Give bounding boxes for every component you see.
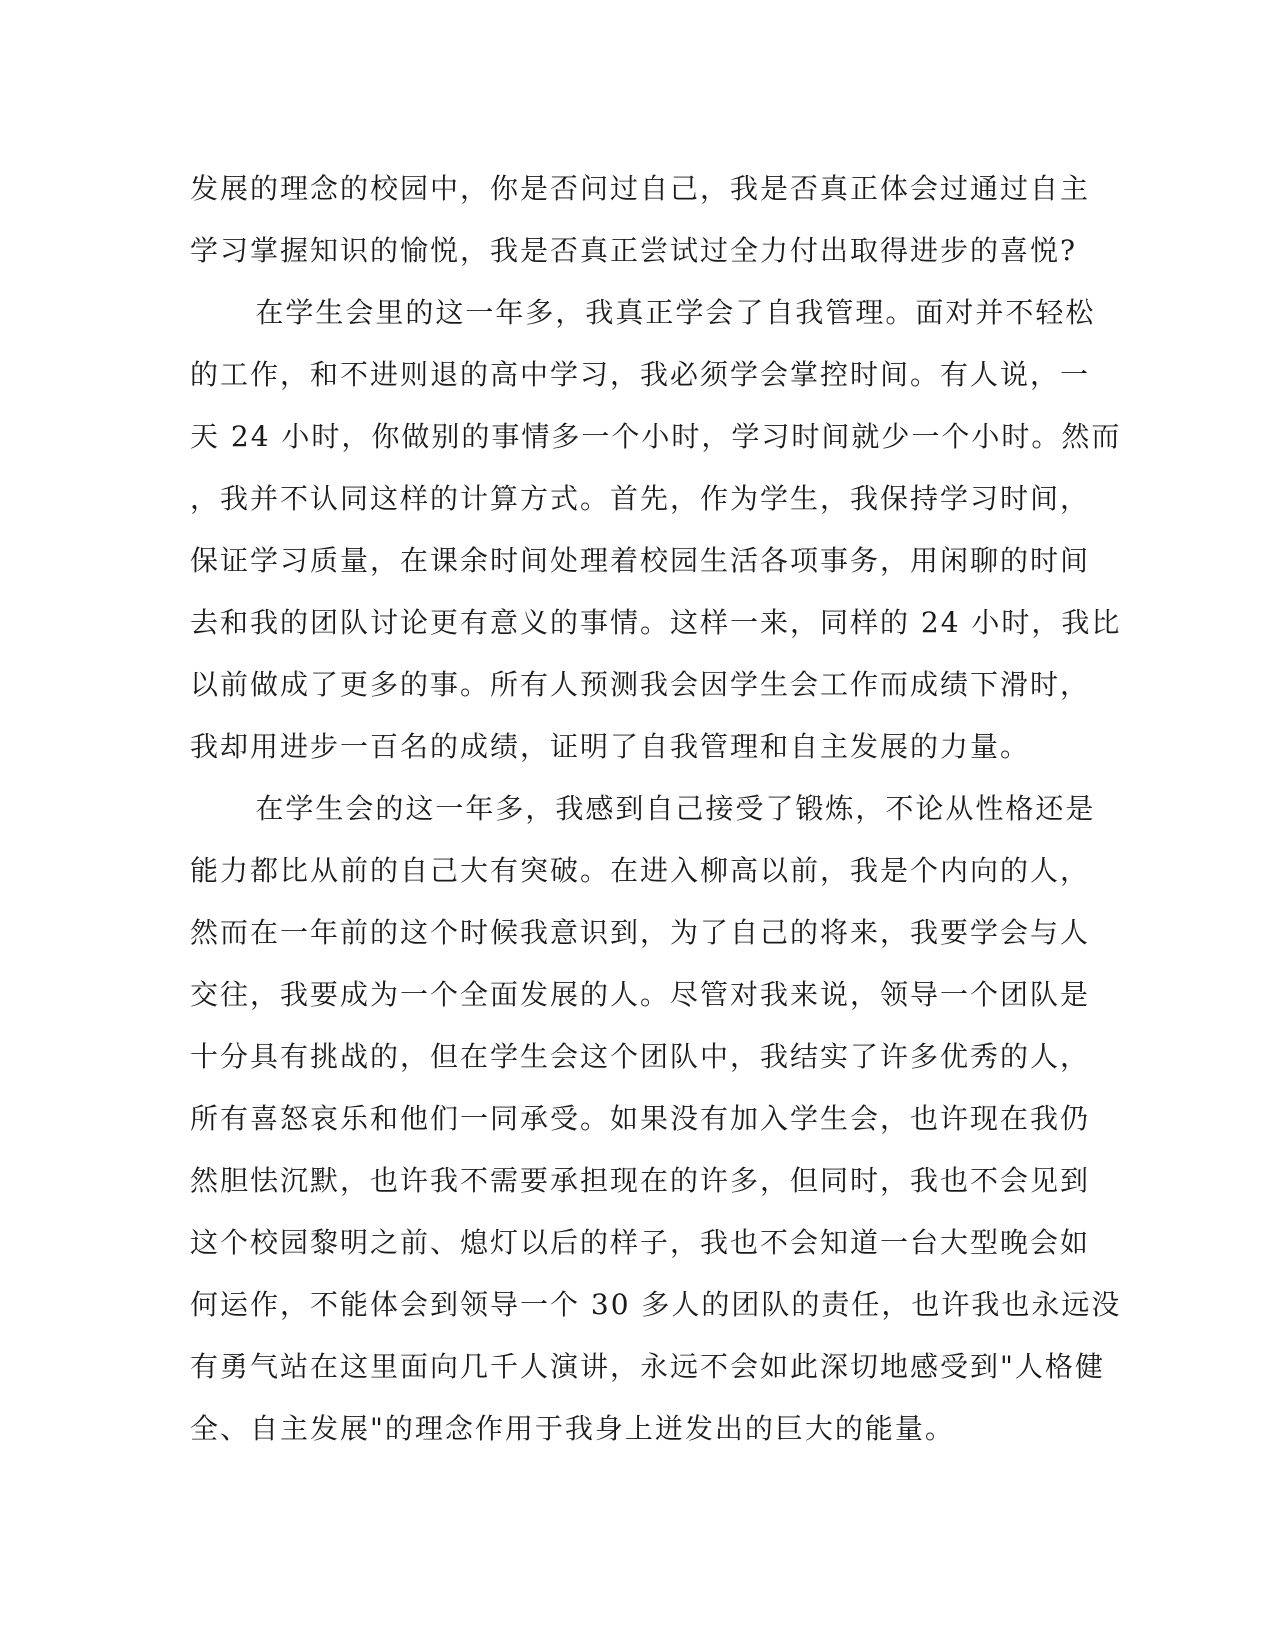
paragraph-3 bbox=[190, 778, 1122, 1460]
text-line: ，我并不认同这样的计算方式。首先，作为学生，我保持学习时间， bbox=[190, 482, 1091, 515]
paragraph-2 bbox=[190, 282, 1122, 778]
text-line: 天 24 小时，你做别的事情多一个小时，学习时间就少一个小时。然而 bbox=[190, 420, 1122, 453]
text-line: 去和我的团队讨论更有意义的事情。这样一来，同样的 24 小时，我比 bbox=[190, 606, 1122, 639]
text-line: 在学生会里的这一年多，我真正学会了自我管理。面对并不轻松 bbox=[190, 296, 1096, 329]
text-line: 以前做成了更多的事。所有人预测我会因学生会工作而成绩下滑时， bbox=[190, 668, 1091, 701]
document-body bbox=[190, 158, 1122, 1460]
text-line: 所有喜怒哀乐和他们一同承受。如果没有加入学生会，也许现在我仍 bbox=[190, 1102, 1091, 1135]
text-line: 保证学习质量，在课余时间处理着校园生活各项事务，用闲聊的时间 bbox=[190, 544, 1091, 577]
paragraph-1 bbox=[190, 158, 1090, 282]
text-line: 的工作，和不进则退的高中学习，我必须学会掌控时间。有人说，一 bbox=[190, 358, 1091, 391]
text-line: 这个校园黎明之前、熄灯以后的样子，我也不会知道一台大型晚会如 bbox=[190, 1226, 1091, 1259]
text-line: 在学生会的这一年多，我感到自己接受了锻炼，不论从性格还是 bbox=[190, 792, 1096, 825]
text-line: 全、自主发展"的理念作用于我身上迸发出的巨大的能量。 bbox=[190, 1412, 955, 1445]
text-line: 然胆怯沉默，也许我不需要承担现在的许多，但同时，我也不会见到 bbox=[190, 1164, 1091, 1197]
text-line: 何运作，不能体会到领导一个 30 多人的团队的责任，也许我也永远没 bbox=[190, 1288, 1122, 1321]
text-line: 然而在一年前的这个时候我意识到，为了自己的将来，我要学会与人 bbox=[190, 916, 1091, 949]
text-line: 能力都比从前的自己大有突破。在进入柳高以前，我是个内向的人， bbox=[190, 854, 1091, 887]
text-line: 学习掌握知识的愉悦，我是否真正尝试过全力付出取得进步的喜悦? bbox=[190, 234, 1078, 267]
text-line: 交往，我要成为一个全面发展的人。尽管对我来说，领导一个团队是 bbox=[190, 978, 1091, 1011]
text-line: 我却用进步一百名的成绩，证明了自我管理和自主发展的力量。 bbox=[190, 730, 1031, 763]
text-line: 有勇气站在这里面向几千人演讲，永远不会如此深切地感受到"人格健 bbox=[190, 1350, 1105, 1383]
text-line: 十分具有挑战的，但在学生会这个团队中，我结实了许多优秀的人， bbox=[190, 1040, 1091, 1073]
text-line: 发展的理念的校园中，你是否问过自己，我是否真正体会过通过自主 bbox=[190, 172, 1091, 205]
